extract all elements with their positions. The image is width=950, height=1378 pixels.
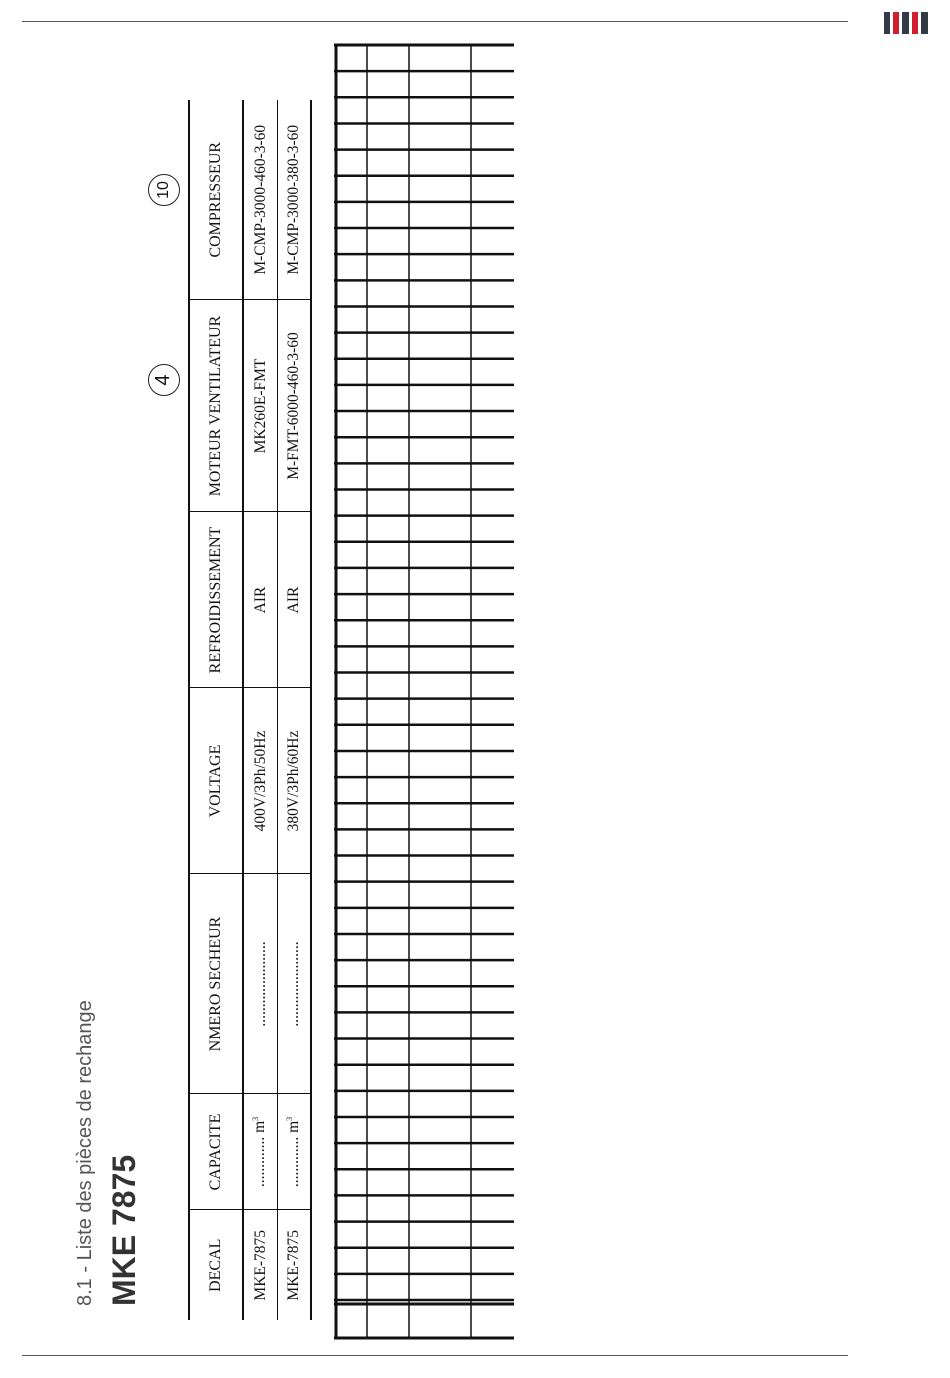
header-refroidissement: REFROIDISSEMENT [189,512,243,688]
rotated-page-content [0,42,320,1342]
header-decal: DECAL [189,1210,243,1320]
cell-numero: ...................... [243,874,278,1094]
cell-decal: MKE-7875 [243,1210,278,1320]
cell-compresseur: M-CMP-3000-380-3-60 [278,100,312,300]
spec-row [243,100,278,1320]
cell-moteur: M-FMT-6000-460-3-60 [278,300,312,512]
cell-voltage: 400V/3Ph/50Hz [243,688,278,874]
spec-header-row [189,100,243,1320]
header-capacite: CAPACITE [189,1094,243,1210]
top-rule [22,21,848,22]
cell-capacite: ............. $m^3$ [243,1094,278,1210]
spec-row [278,100,312,1320]
section-heading: 8.1 - Liste des pièces de rechange [74,1000,96,1306]
spec-table [188,100,312,1320]
cell-capacite: ............. $m^3$ [278,1094,312,1210]
cell-moteur: MK260E-FMT [243,300,278,512]
header-moteur: MOTEUR VENTILATEUR [189,300,243,512]
header-compresseur: COMPRESSEUR [189,100,243,300]
header-numero: NMERO SECHEUR [189,874,243,1094]
cell-refroidissement: AIR [278,512,312,688]
callout-10: 10 [148,174,180,206]
cell-refroidissement: AIR [243,512,278,688]
brand-logo [884,12,930,34]
cell-numero: ...................... [278,874,312,1094]
parts-grid-table [334,42,614,1342]
cell-decal: MKE-7875 [278,1210,312,1320]
bottom-rule [22,1355,848,1356]
model-title: MKE 7875 [106,1154,142,1306]
callout-4: 4 [148,364,180,396]
header-voltage: VOLTAGE [189,688,243,874]
cell-compresseur: M-CMP-3000-460-3-60 [243,100,278,300]
cell-voltage: 380V/3Ph/60Hz [278,688,312,874]
